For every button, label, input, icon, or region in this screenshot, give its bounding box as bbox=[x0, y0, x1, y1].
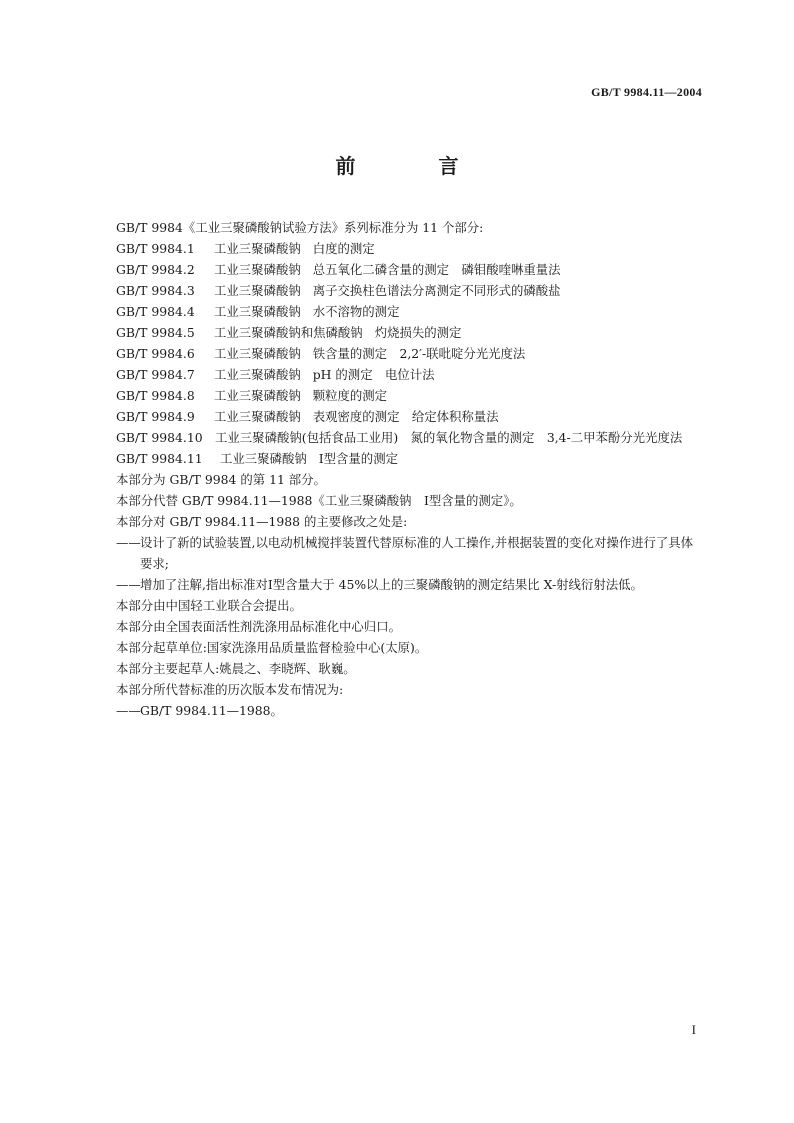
part-entry bbox=[88, 301, 704, 322]
closing-centralizer: 本部分由全国表面活性剂洗涤用品标准化中心归口。 bbox=[116, 619, 401, 634]
part-entry bbox=[88, 238, 704, 259]
part-item: pH 的测定 电位计法 bbox=[312, 367, 435, 382]
part-entry bbox=[88, 385, 704, 406]
part-code: GB/T 9984.1 bbox=[116, 241, 195, 256]
part-subject: 工业三聚磷酸钠 bbox=[214, 346, 301, 361]
part-code: GB/T 9984.7 bbox=[116, 367, 195, 382]
part-item: 总五氧化二磷含量的测定 磷钼酸喹啉重量法 bbox=[312, 262, 561, 277]
statement-changes-intro: 本部分对 GB/T 9984.11—1988 的主要修改之处是: bbox=[116, 514, 408, 529]
statement-part-number: 本部分为 GB/T 9984 的第 11 部分。 bbox=[116, 472, 326, 487]
part-code: GB/T 9984.5 bbox=[116, 325, 195, 340]
change-item bbox=[88, 574, 704, 595]
part-item: Ⅰ型含量的测定 bbox=[318, 451, 398, 466]
closing-history-intro: 本部分所代替标准的历次版本发布情况为: bbox=[116, 682, 344, 697]
parts-list bbox=[88, 238, 704, 427]
part-subject: 工业三聚磷酸钠 bbox=[214, 409, 301, 424]
part-item: 灼烧损失的测定 bbox=[374, 325, 462, 340]
standard-code: GB/T 9984.11—2004 bbox=[591, 85, 702, 99]
part-item: 表观密度的测定 给定体积称量法 bbox=[312, 409, 499, 424]
part-10-entry: GB/T 9984.10 工业三聚磷酸钠(包括食品工业用) 氮的氧化物含量的测定 3,4-二甲苯酚分光光度法 bbox=[116, 430, 683, 445]
part-entry bbox=[88, 406, 704, 427]
statement-replaces: 本部分代替 GB/T 9984.11—1988《工业三聚磷酸钠 Ⅰ型含量的测定》。 bbox=[116, 493, 522, 508]
part-item: 颗粒度的测定 bbox=[312, 388, 388, 403]
page-number: I bbox=[691, 1022, 696, 1037]
part-item: 离子交换柱色谱法分离测定不同形式的磷酸盐 bbox=[312, 283, 561, 298]
part-code: GB/T 9984.11 bbox=[116, 451, 203, 466]
part-item: 白度的测定 bbox=[312, 241, 375, 256]
part-subject: 工业三聚磷酸钠 bbox=[214, 241, 301, 256]
part-code: GB/T 9984.9 bbox=[116, 409, 195, 424]
change-item bbox=[88, 532, 704, 574]
part-entry bbox=[88, 280, 704, 301]
dash-mark: —— bbox=[116, 577, 141, 592]
closing-drafters: 本部分主要起草人:姚晨之、李晓辉、耿巍。 bbox=[116, 661, 356, 676]
part-entry bbox=[88, 364, 704, 385]
change-text: 增加了注解,指出标准对Ⅰ型含量大于 45%以上的三聚磷酸钠的测定结果比 X-射线衍射法低。 bbox=[140, 577, 643, 592]
history-text: GB/T 9984.11—1988。 bbox=[140, 703, 283, 718]
closing-drafting-unit: 本部分起草单位:国家洗涤用品质量监督检验中心(太原)。 bbox=[116, 640, 428, 655]
part-subject: 工业三聚磷酸钠 bbox=[214, 262, 301, 277]
part-code: GB/T 9984.2 bbox=[116, 262, 195, 277]
part-subject: 工业三聚磷酸钠 bbox=[214, 388, 301, 403]
part-entry bbox=[88, 343, 704, 364]
history-item bbox=[88, 700, 704, 721]
part-subject: 工业三聚磷酸钠 bbox=[214, 283, 301, 298]
part-subject: 工业三聚磷酸钠 bbox=[220, 451, 307, 466]
part-code: GB/T 9984.3 bbox=[116, 283, 195, 298]
change-text: 设计了新的试验装置,以电动机械搅拌装置代替原标准的人工操作,并根据装置的变化对操作进行了具体要求; bbox=[140, 535, 694, 571]
part-item: 铁含量的测定 2,2′-联吡啶分光光度法 bbox=[312, 346, 526, 361]
part-subject: 工业三聚磷酸钠 bbox=[214, 367, 301, 382]
part-code: GB/T 9984.8 bbox=[116, 388, 195, 403]
dash-mark: —— bbox=[116, 703, 141, 718]
part-entry bbox=[88, 259, 704, 280]
part-entry bbox=[88, 322, 704, 343]
part-subject: 工业三聚磷酸钠和焦磷酸钠 bbox=[214, 325, 363, 340]
part-code: GB/T 9984.4 bbox=[116, 304, 195, 319]
part-code: GB/T 9984.6 bbox=[116, 346, 195, 361]
part-item: 水不溶物的测定 bbox=[312, 304, 400, 319]
intro-paragraph: GB/T 9984《工业三聚磷酸钠试验方法》系列标准分为 11 个部分: bbox=[116, 220, 484, 235]
part-11-entry bbox=[88, 448, 704, 469]
closing-proposer: 本部分由中国轻工业联合会提出。 bbox=[116, 598, 302, 613]
foreword-body bbox=[88, 217, 704, 721]
dash-mark: —— bbox=[116, 535, 141, 550]
part-subject: 工业三聚磷酸钠 bbox=[214, 304, 301, 319]
page-title: 前 言 bbox=[335, 154, 497, 178]
